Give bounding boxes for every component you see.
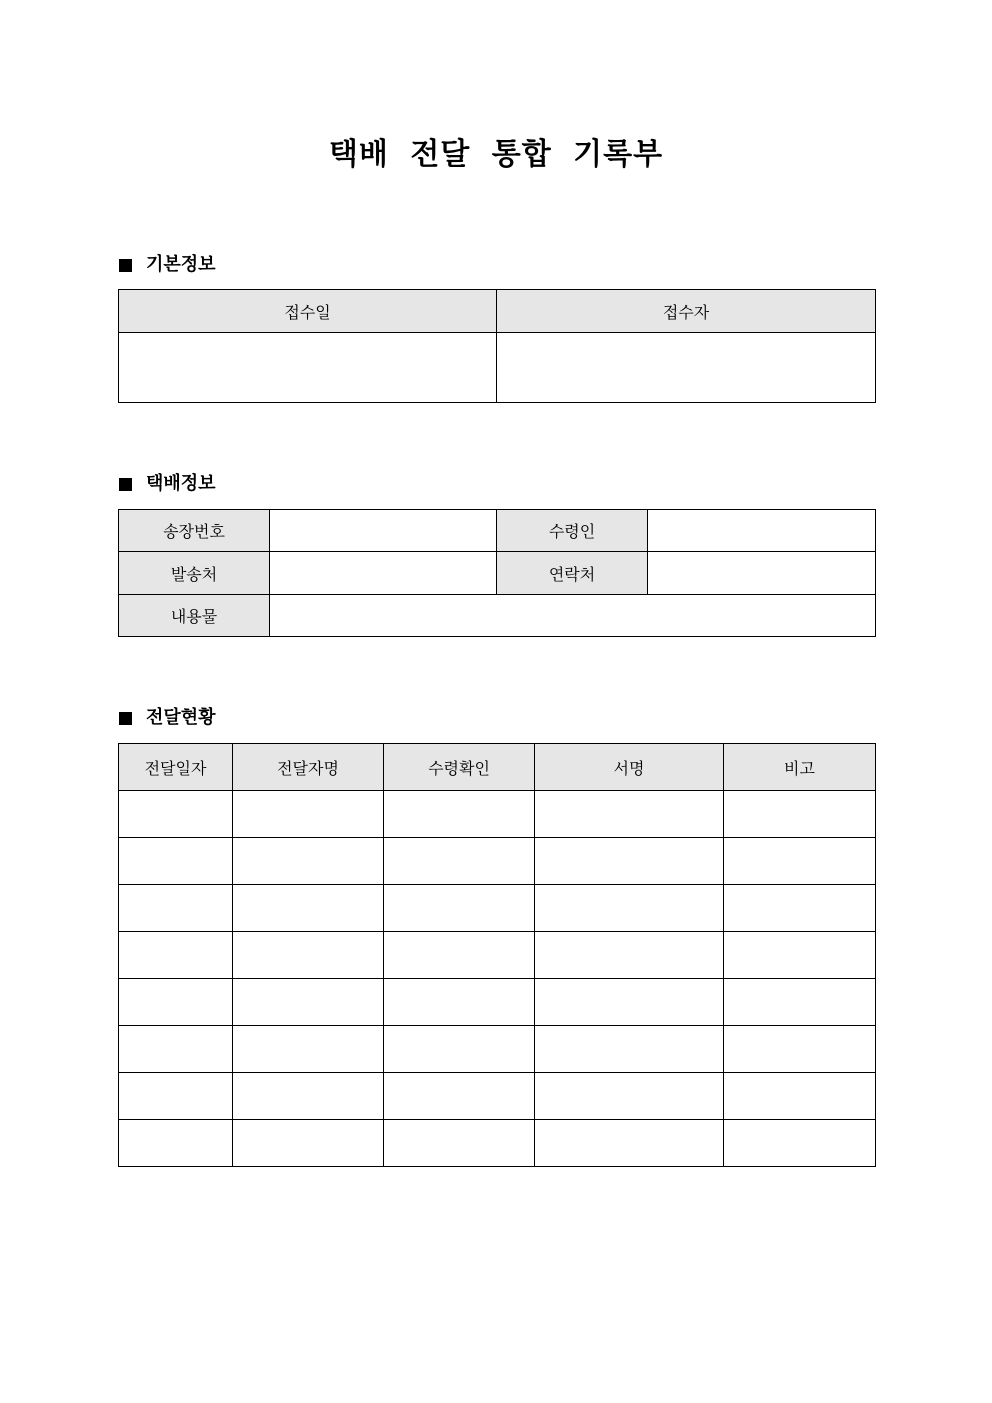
square-bullet-icon — [119, 712, 132, 725]
receiver-header: 접수자 — [497, 290, 876, 333]
signature-cell[interactable] — [535, 1026, 724, 1073]
received-date-cell[interactable] — [119, 333, 497, 403]
signature-cell[interactable] — [535, 979, 724, 1026]
deliverer-name-cell[interactable] — [233, 979, 384, 1026]
table-row — [119, 1073, 876, 1120]
contents-cell[interactable] — [270, 595, 876, 637]
table-row — [119, 979, 876, 1026]
table-row — [119, 1120, 876, 1167]
contents-label: 내용물 — [119, 595, 270, 637]
document-title: 택배 전달 통합 기록부 — [328, 137, 664, 172]
deliverer-name-cell[interactable] — [233, 932, 384, 979]
delivery-date-cell[interactable] — [119, 1120, 233, 1167]
remarks-cell[interactable] — [724, 838, 876, 885]
receipt-confirm-cell[interactable] — [384, 1120, 535, 1167]
remarks-cell[interactable] — [724, 791, 876, 838]
remarks-cell[interactable] — [724, 932, 876, 979]
parcel-info-heading-text: 택배정보 — [146, 473, 216, 494]
signature-cell[interactable] — [535, 885, 724, 932]
signature-cell[interactable] — [535, 838, 724, 885]
delivery-date-cell[interactable] — [119, 885, 233, 932]
remarks-cell[interactable] — [724, 1073, 876, 1120]
deliverer-name-cell[interactable] — [233, 838, 384, 885]
delivery-date-cell[interactable] — [119, 1073, 233, 1120]
delivery-date-cell[interactable] — [119, 932, 233, 979]
parcel-info-heading — [119, 472, 216, 496]
basic-info-heading-text: 기본정보 — [146, 254, 216, 275]
receipt-confirm-cell[interactable] — [384, 1073, 535, 1120]
delivery-date-header: 전달일자 — [119, 744, 233, 791]
receiver-cell[interactable] — [497, 333, 876, 403]
deliverer-name-cell[interactable] — [233, 1073, 384, 1120]
deliverer-name-cell[interactable] — [233, 1026, 384, 1073]
receipt-confirm-cell[interactable] — [384, 885, 535, 932]
table-row — [119, 838, 876, 885]
contact-label: 연락처 — [497, 552, 648, 595]
remarks-cell[interactable] — [724, 979, 876, 1026]
signature-cell[interactable] — [535, 1120, 724, 1167]
deliverer-name-header: 전달자명 — [233, 744, 384, 791]
receipt-confirm-cell[interactable] — [384, 1026, 535, 1073]
delivery-date-cell[interactable] — [119, 979, 233, 1026]
delivery-status-table — [118, 743, 876, 1167]
square-bullet-icon — [119, 259, 132, 272]
delivery-status-heading — [119, 706, 216, 730]
delivery-date-cell[interactable] — [119, 1026, 233, 1073]
parcel-info-table — [118, 509, 876, 637]
delivery-date-cell[interactable] — [119, 838, 233, 885]
table-row — [119, 791, 876, 838]
tracking-number-label: 송장번호 — [119, 510, 270, 552]
table-row — [119, 932, 876, 979]
remarks-cell[interactable] — [724, 885, 876, 932]
signature-cell[interactable] — [535, 1073, 724, 1120]
signature-cell[interactable] — [535, 932, 724, 979]
tracking-number-cell[interactable] — [270, 510, 497, 552]
receipt-confirm-header: 수령확인 — [384, 744, 535, 791]
receipt-confirm-cell[interactable] — [384, 979, 535, 1026]
deliverer-name-cell[interactable] — [233, 1120, 384, 1167]
sender-label: 발송처 — [119, 552, 270, 595]
signature-cell[interactable] — [535, 791, 724, 838]
receipt-confirm-cell[interactable] — [384, 791, 535, 838]
deliverer-name-cell[interactable] — [233, 885, 384, 932]
remarks-header: 비고 — [724, 744, 876, 791]
sender-cell[interactable] — [270, 552, 497, 595]
basic-info-heading — [119, 253, 216, 277]
deliverer-name-cell[interactable] — [233, 791, 384, 838]
recipient-cell[interactable] — [648, 510, 876, 552]
receipt-confirm-cell[interactable] — [384, 838, 535, 885]
delivery-date-cell[interactable] — [119, 791, 233, 838]
recipient-label: 수령인 — [497, 510, 648, 552]
table-row — [119, 1026, 876, 1073]
delivery-rows — [119, 791, 876, 1167]
contact-cell[interactable] — [648, 552, 876, 595]
receipt-confirm-cell[interactable] — [384, 932, 535, 979]
basic-info-table — [118, 289, 876, 403]
square-bullet-icon — [119, 478, 132, 491]
remarks-cell[interactable] — [724, 1026, 876, 1073]
received-date-header: 접수일 — [119, 290, 497, 333]
delivery-status-heading-text: 전달현황 — [146, 707, 216, 728]
signature-header: 서명 — [535, 744, 724, 791]
table-row — [119, 885, 876, 932]
remarks-cell[interactable] — [724, 1120, 876, 1167]
